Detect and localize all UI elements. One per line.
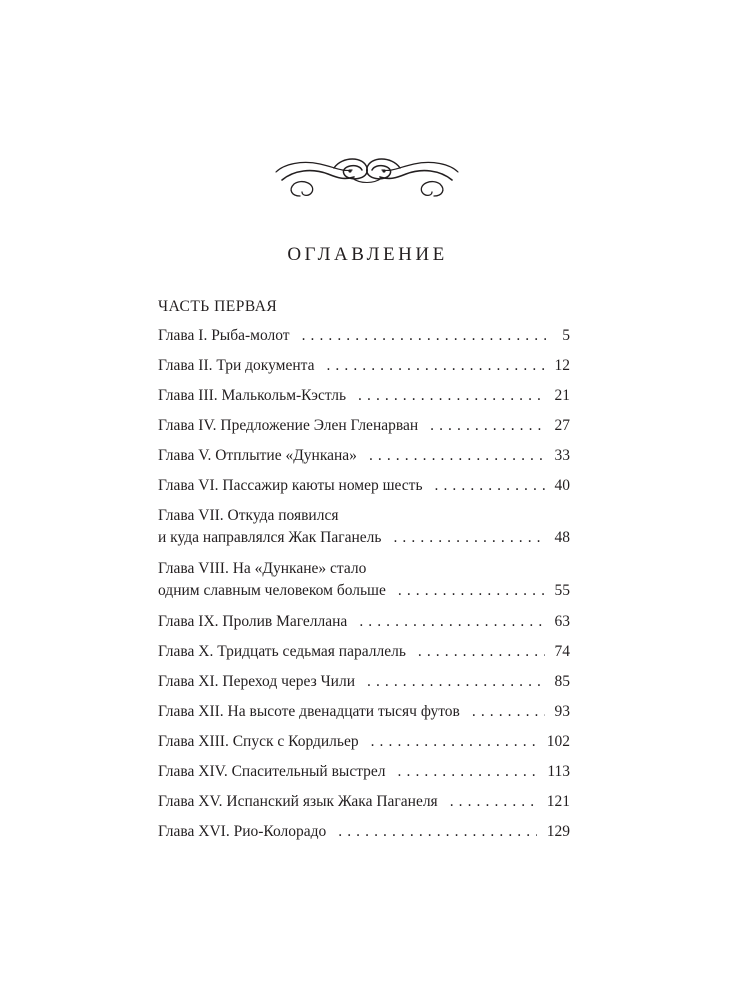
dot-leader — [367, 671, 545, 693]
toc-entry-title: Глава XIV. Спасительный выстрел — [158, 763, 386, 780]
toc-entry-title: Глава XVI. Рио-Колорадо — [158, 823, 327, 840]
dot-leader — [338, 821, 536, 843]
toc-entry[interactable] — [158, 415, 570, 437]
dot-leader — [302, 325, 546, 347]
table-of-contents — [158, 325, 570, 851]
toc-entry[interactable] — [158, 671, 570, 693]
toc-entry-title: Глава X. Тридцать седьмая параллель — [158, 643, 406, 660]
toc-entry-title: Глава VII. Откуда появился — [158, 507, 339, 524]
dot-leader — [430, 415, 544, 437]
toc-entry[interactable] — [158, 761, 570, 783]
toc-entry-page: 5 — [562, 327, 570, 344]
toc-entry-page: 40 — [554, 477, 570, 494]
toc-entry[interactable] — [158, 611, 570, 633]
toc-entry[interactable] — [158, 641, 570, 663]
toc-entry-page: 93 — [554, 703, 570, 720]
toc-entry[interactable] — [158, 505, 570, 549]
dot-leader — [418, 641, 545, 663]
toc-entry[interactable] — [158, 558, 570, 602]
dot-leader — [450, 791, 537, 813]
page-title: оглавление — [287, 236, 448, 266]
toc-entry[interactable] — [158, 731, 570, 753]
toc-entry[interactable] — [158, 445, 570, 467]
toc-entry[interactable] — [158, 821, 570, 843]
toc-entry[interactable] — [158, 791, 570, 813]
toc-entry-page: 85 — [554, 673, 570, 690]
toc-entry-title: Глава XII. На высоте двенадцати тысяч футов — [158, 703, 460, 720]
dot-leader — [369, 445, 545, 467]
dot-leader — [393, 527, 544, 549]
dot-leader — [435, 475, 545, 497]
dot-leader — [398, 580, 545, 602]
toc-entry-title: Глава XIII. Спуск с Кордильер — [158, 733, 359, 750]
toc-entry-title: Глава I. Рыба-молот — [158, 327, 290, 344]
toc-entry-page: 48 — [554, 529, 570, 546]
toc-entry-page: 12 — [554, 357, 570, 374]
toc-entry-title: Глава VIII. На «Дункане» стало — [158, 560, 367, 577]
toc-entry[interactable] — [158, 701, 570, 723]
toc-entry-page: 33 — [554, 447, 570, 464]
toc-entry-title: Глава XV. Испанский язык Жака Паганеля — [158, 793, 438, 810]
toc-entry-title: Глава V. Отплытие «Дункана» — [158, 447, 357, 464]
toc-entry-title: Глава IX. Пролив Магеллана — [158, 613, 348, 630]
toc-entry[interactable] — [158, 475, 570, 497]
toc-entry-title: Глава IV. Предложение Элен Гленарван — [158, 417, 419, 434]
toc-entry[interactable] — [158, 355, 570, 377]
toc-entry[interactable] — [158, 325, 570, 347]
toc-entry-page: 63 — [554, 613, 570, 630]
toc-entry-title: Глава III. Малькольм-Кэстль — [158, 387, 347, 404]
toc-entry-title: и куда направлялся Жак Паганель — [158, 529, 382, 546]
dot-leader — [326, 355, 544, 377]
toc-entry-page: 129 — [546, 823, 570, 840]
dot-leader — [358, 385, 544, 407]
dot-leader — [359, 611, 544, 633]
toc-entry-page: 74 — [554, 643, 570, 660]
toc-entry[interactable] — [158, 385, 570, 407]
part-title: ЧАСТЬ ПЕРВАЯ — [158, 298, 278, 315]
dot-leader — [371, 731, 537, 753]
dot-leader — [472, 701, 545, 723]
toc-entry-title: Глава II. Три документа — [158, 357, 315, 374]
toc-entry-title: одним славным человеком больше — [158, 582, 386, 599]
flourish-ornament-icon — [272, 150, 462, 205]
toc-entry-page: 121 — [546, 793, 570, 810]
toc-entry-title: Глава VI. Пассажир каюты номер шесть — [158, 477, 423, 494]
toc-entry-page: 113 — [547, 763, 570, 780]
toc-entry-page: 102 — [546, 733, 570, 750]
dot-leader — [398, 761, 538, 783]
toc-entry-page: 21 — [554, 387, 570, 404]
toc-entry-page: 55 — [554, 582, 570, 599]
toc-entry-title: Глава XI. Переход через Чили — [158, 673, 355, 690]
toc-entry-page: 27 — [554, 417, 570, 434]
